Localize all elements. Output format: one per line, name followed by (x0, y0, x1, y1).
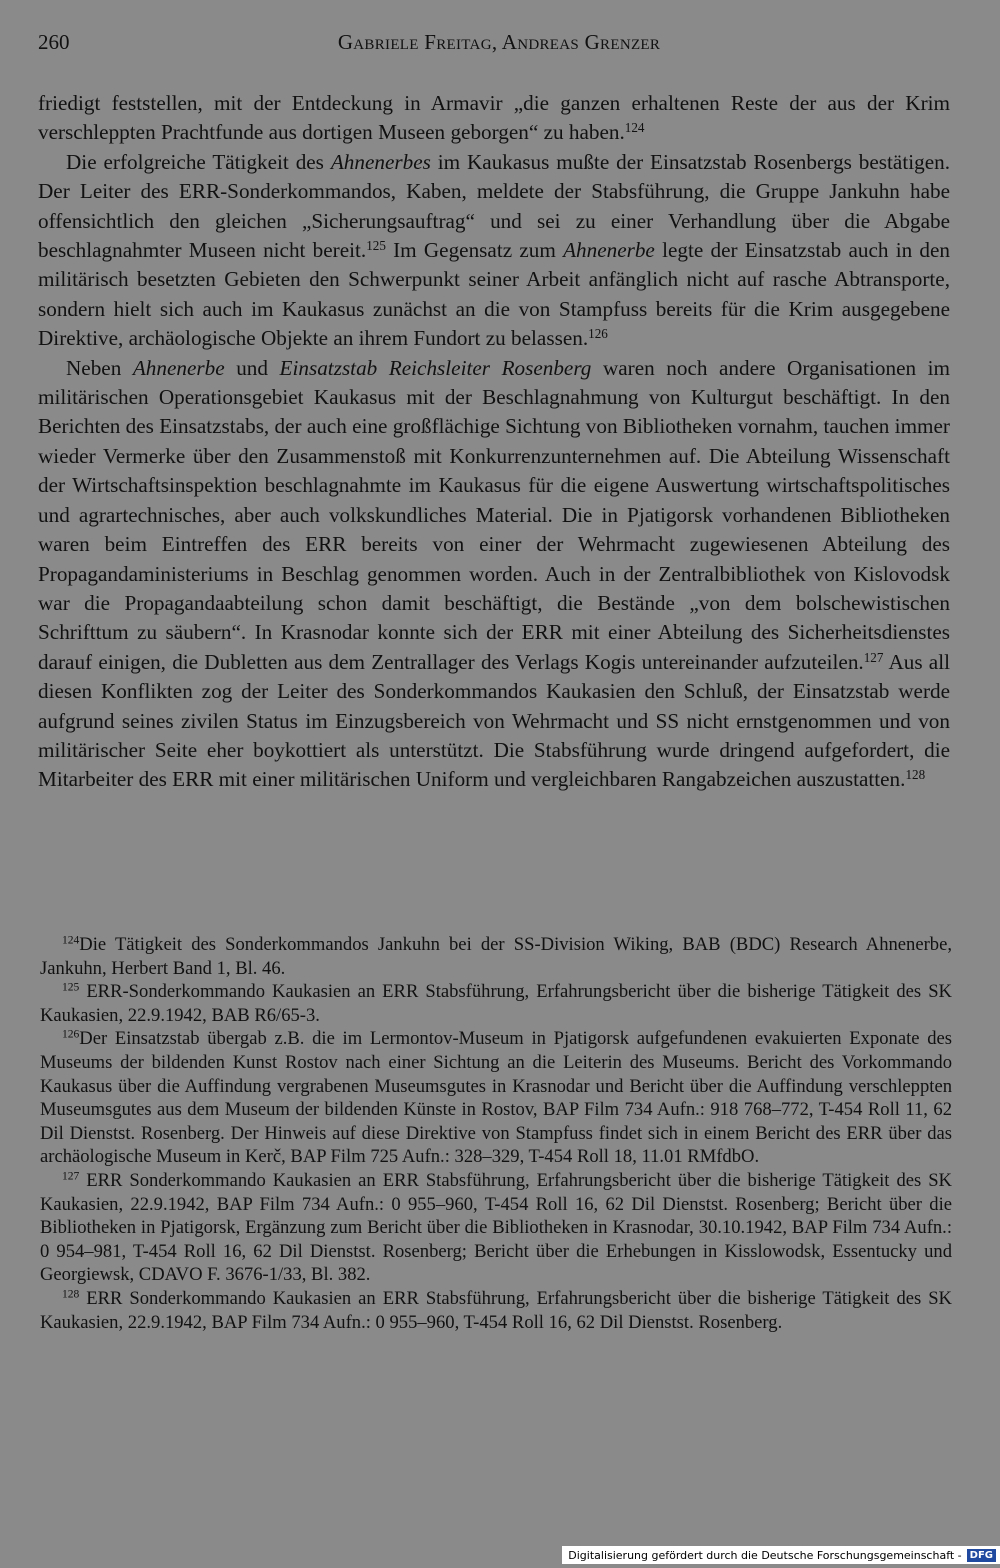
footnote-124 (40, 933, 952, 980)
footnote-ref: 125 (366, 237, 386, 253)
footnote-ref: 128 (905, 767, 926, 783)
paragraph-1 (38, 89, 950, 148)
paragraph-text: im Kaukasus mußte der Einsatzstab Rosenbergs bestätigen. Der Leiter des ERR-Sonderkommandos, Kaben, meldete der Stabsführung, die Gruppe Jankuhn habe offensichtlich den gleichen „Sicherungsauftrag“ und sei zu einer Verhandlung über die Abgabe beschlagnahmter Museen nicht bereit. (38, 149, 950, 263)
paragraph-text: friedigt feststellen, mit der Entdeckung in Armavir „die ganzen erhaltenen Reste der aus der Krim verschleppten Prachtfunde aus dortigen Museen geborgen“ zu haben. (38, 91, 950, 145)
footnote-128 (40, 1287, 952, 1334)
paragraph-text: Die erfolgreiche Tätigkeit des (66, 149, 331, 174)
footnote-text: ERR Sonderkommando Kaukasien an ERR Stabsführung, Erfahrungsbericht über die bisherige Tätigkeit des SK Kaukasien, 22.9.1942, BAP Film 734 Aufn.: 0 955–960, T-454 Roll 16, 62 Dil Dienstst. Rosenberg; Bericht über die Bibliotheken in Pjatigorsk, Ergänzung zum Bericht über die Bibliotheken in Krasnodar, 30.10.1942, BAP Film 734 Aufn.: 0 954–981, T-454 Roll 16, 62 Dil Dienstst. Rosenberg; Bericht über die Erhebungen in Kisslowodsk, Essentucky und Georgiewsk, CDAVO F. 3676-1/33, Bl. 382. (40, 1169, 952, 1286)
page-header (38, 30, 960, 64)
emphasis-text: Ahnenerbes (330, 149, 431, 174)
footnote-ref: 126 (588, 326, 608, 342)
footnote-127 (40, 1169, 952, 1287)
footnote-125 (40, 980, 952, 1027)
page-number: 260 (38, 30, 70, 54)
body-text (38, 89, 950, 795)
footnote-text: Der Einsatzstab übergab z.B. die im Lermontov-Museum in Pjatigorsk aufgefundenen evakuierten Exponate des Museums der bildenden Kunst Rostov nach einer Sichtung an die Leiterin des Museums. Bericht des Vorkommando Kaukasus über die Auffindung vergrabenen Museumsgutes in Krasnodar und Bericht über die Auffindung verschleppten Museumsgutes aus dem Museum der bildenden Künste in Rostov, BAP Film 734 Aufn.: 918 768–772, T-454 Roll 11, 62 Dil Dienstst. Rosenberg. Der Hinweis auf diese Direktive von Stampfuss findet sich in einem Bericht des ERR über das archäologische Museum in Kerč, BAP Film 725 Aufn.: 328–329, T-454 Roll 18, 11.01 RMfdbO. (40, 1028, 952, 1168)
emphasis-text: Ahnenerbe (563, 238, 655, 263)
paragraph-2 (38, 148, 950, 354)
running-head: Gabriele Freitag, Andreas Grenzer (337, 30, 661, 54)
paragraph-text: legte der Einsatzstab auch in den militärisch besetzten Gebieten den Schwerpunkt seiner Arbeit anfänglich nicht auf rasche Abtransporte, sondern hielt sich auch im Kaukasus zunächst an die von Stampfuss bereits für die Krim ausgegebene Direktive, archäologische Objekte an ihrem Fundort zu belassen. (38, 238, 950, 351)
paragraph-text: waren noch andere Organisationen im militärischen Operationsgebiet Kaukasus mit der Beschlagnahmung von Kulturgut beschäftigt. In den Berichten des Einsatzstabs, der auch eine großflächige Sichtung von Bibliotheken vornahm, tauchen immer wieder Vermerke über den Zusammenstoß mit Konkurrenzunternehmen auf. Die Abteilung Wissenschaft der Wirtschaftsinspektion beschlagnahmte im Kaukasus für die eigene Auswertung wirtschaftspolitisches und agrartechnisches, aber auch volkskundliches Material. Die in Pjatigorsk vorhandenen Bibliotheken waren beim Eintreffen des ERR bereits von einer der Wehrmacht zugewiesenen Abteilung des Propagandaministeriums in Beschlag genommen worden. Auch in der Zentralbibliothek von Kislovodsk war die Propagandaabteilung schon damit beschäftigt, die Bestände „von dem bolschewistischen Schrifttum zu säubern“. In Krasnodar konnte sich der ERR mit einer Abteilung des Sicherheitsdienstes darauf einigen, die Dubletten aus dem Zentrallager des Verlags Kogis untereinander aufzuteilen. (38, 355, 951, 674)
credit-text: Digitalisierung gefördert durch die Deutsche Forschungsgemeinschaft - (568, 1548, 962, 1562)
footnote-number: 128 (62, 1288, 80, 1301)
footnote-number: 124 (62, 934, 80, 947)
emphasis-text: Ahnenerbe (132, 355, 225, 380)
footnote-number: 126 (62, 1029, 80, 1042)
paragraph-text: und (224, 355, 280, 380)
footnote-number: 125 (62, 981, 80, 994)
dfg-logo-icon: DFG (967, 1549, 996, 1562)
digitization-credit (562, 1546, 1000, 1564)
emphasis-text: Einsatzstab Reichsleiter Rosenberg (279, 355, 592, 380)
footnote-ref: 127 (863, 649, 884, 665)
footnote-126 (40, 1027, 952, 1169)
paragraph-3 (38, 354, 950, 795)
footnote-ref: 124 (624, 120, 645, 136)
paragraph-text: Im Gegensatz zum (385, 238, 564, 263)
footnotes (40, 933, 952, 1334)
footnote-text: ERR-Sonderkommando Kaukasien an ERR Stabsführung, Erfahrungsbericht über die bisherige Tätigkeit des SK Kaukasien, 22.9.1942, BAB R6/65-3. (40, 981, 952, 1026)
paragraph-text: Neben (66, 355, 133, 380)
paragraph-text: Aus all diesen Konflikten zog der Leiter des Sonderkommandos Kaukasien den Schluß, der Einsatzstab werde aufgrund seines zivilen Status im Einzugsbereich von Wehrmacht und SS nicht ernstgenommen und von militärischer Seite eher boykottiert als unterstützt. Die Stabsführung wurde dringend aufgefordert, die Mitarbeiter des ERR mit einer militärischen Uniform und vergleichbaren Rangabzeichen auszustatten. (38, 649, 950, 792)
footnote-number: 127 (62, 1170, 80, 1183)
footnote-text: ERR Sonderkommando Kaukasien an ERR Stabsführung, Erfahrungsbericht über die bisherige Tätigkeit des SK Kaukasien, 22.9.1942, BAP Film 734 Aufn.: 0 955–960, T-454 Roll 16, 62 Dil Dienstst. Rosenberg. (40, 1287, 952, 1333)
footnote-text: Die Tätigkeit des Sonderkommandos Jankuhn bei der SS-Division Wiking, BAB (BDC) Research Ahnenerbe, Jankuhn, Herbert Band 1, Bl. 46. (40, 934, 952, 979)
